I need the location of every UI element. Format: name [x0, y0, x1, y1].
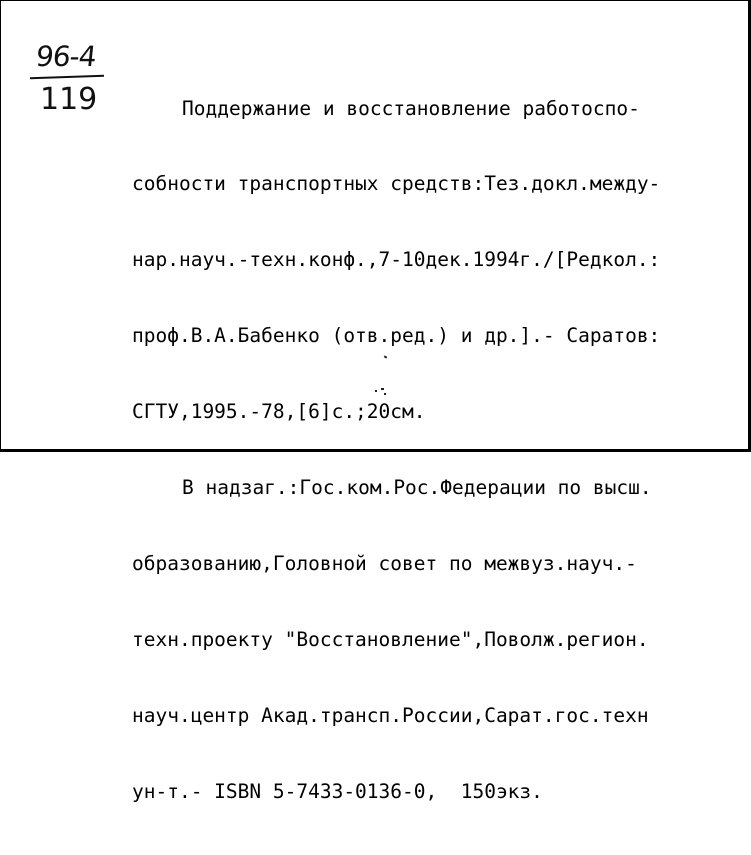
shelf-mark-divider [30, 75, 104, 80]
annotation-line: науч.центр Акад.трансп.России,Сарат.гос.техн [132, 703, 649, 727]
card-description [132, 45, 732, 855]
shelf-mark [22, 40, 112, 125]
description-line: собности транспортных средств:Тез.докл.между- [132, 172, 661, 196]
annotation-line: техн.проекту "Восстановление",Поволж.регион. [132, 627, 649, 651]
scan-speck [381, 388, 384, 390]
description-line: проф.В.А.Бабенко (отв.ред.) и др.].- Саратов: [132, 324, 661, 348]
scan-speck [375, 390, 377, 392]
description-line: нар.науч.-техн.конф.,7-10дек.1994г./[Редкол.: [132, 248, 661, 272]
annotation-line: образованию,Головной совет по межвуз.науч.- [132, 551, 637, 575]
shelf-mark-bottom: 119 [40, 82, 98, 117]
description-line: СГТУ,1995.-78,[6]с.;20см. [132, 400, 426, 424]
annotation-line: В надзаг.:Гос.ком.Рос.Федерации по высш. [182, 476, 652, 500]
shelf-mark-top: 96-4 [34, 40, 98, 73]
annotation-line: ун-т.- ISBN 5-7433-0136-0, 150экз. [132, 779, 543, 803]
scan-speck [384, 393, 386, 395]
description-line: Поддержание и восстановление работоспо- [182, 96, 640, 120]
